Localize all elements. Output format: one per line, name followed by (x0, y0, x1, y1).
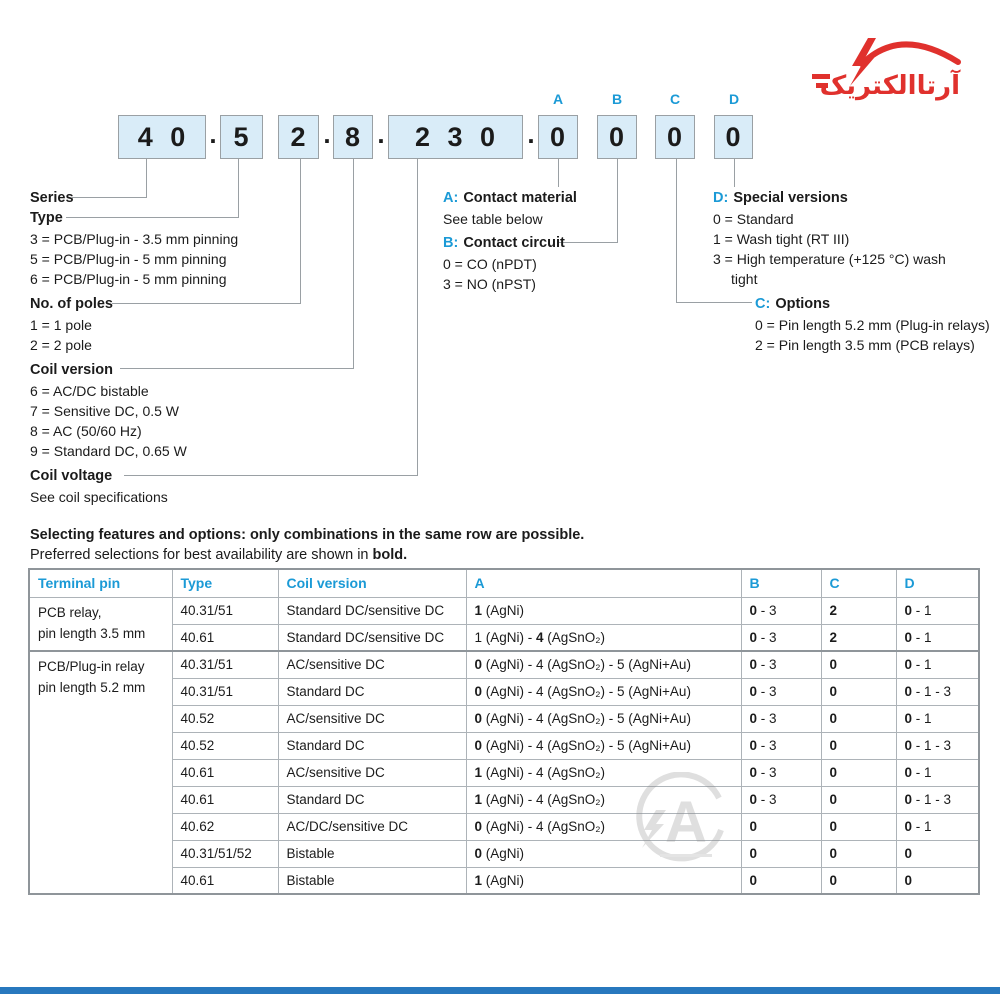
type-cell: 40.31/51 (172, 678, 278, 705)
table-row (29, 867, 979, 894)
coil-version-cell: Standard DC (278, 732, 466, 759)
section-title: C: Options (755, 296, 831, 312)
section-type (30, 208, 238, 289)
section-options (755, 294, 990, 355)
option-item: 3 = PCB/Plug-in - 3.5 mm pinning (30, 231, 239, 247)
col-header-coil-version: Coil version (278, 569, 466, 597)
coil-version-cell: AC/sensitive DC (278, 651, 466, 678)
connector-line (676, 159, 677, 302)
section-letter: B: (443, 235, 459, 251)
b-value-cell: 0 - 3 (741, 759, 821, 786)
table-row (29, 813, 979, 840)
coil-version-cell: AC/DC/sensitive DC (278, 813, 466, 840)
code-dot: . (209, 119, 217, 149)
table-header-row (29, 569, 979, 597)
option-item: tight (731, 271, 758, 287)
b-value-cell: 0 - 3 (741, 786, 821, 813)
coil-version-cell: Standard DC (278, 786, 466, 813)
section-title: Type (30, 210, 63, 226)
code-column-label-d: D (728, 91, 740, 107)
code-dot: . (377, 119, 385, 149)
c-value-cell: 0 (821, 867, 896, 894)
brand-logo-text: آرتاالکتریک (819, 70, 960, 100)
connector-line (617, 159, 618, 242)
option-item: 6 = PCB/Plug-in - 5 mm pinning (30, 271, 227, 287)
section-title: Coil version (30, 362, 113, 378)
terminal-pin-cell: PCB/Plug-in relay pin length 5.2 mm (29, 651, 172, 894)
coil-version-cell: Bistable (278, 867, 466, 894)
terminal-pin-cell: PCB relay, pin length 3.5 mm (29, 597, 172, 651)
contact-material-cell: 0 (AgNi) - 4 (AgSnO₂) (466, 813, 741, 840)
c-value-cell: 0 (821, 678, 896, 705)
d-value-cell: 0 - 1 - 3 (896, 786, 979, 813)
type-cell: 40.31/51/52 (172, 840, 278, 867)
note-line-1: Selecting features and options: only combinations in the same row are possible. (30, 527, 585, 543)
col-header-d: D (896, 569, 979, 597)
col-header-b: B (741, 569, 821, 597)
table-row (29, 678, 979, 705)
d-value-cell: 0 - 1 (896, 597, 979, 624)
c-value-cell: 2 (821, 597, 896, 624)
connector-line (558, 242, 618, 243)
contact-material-cell: 1 (AgNi) - 4 (AgSnO₂) (466, 759, 741, 786)
code-box-d: 0 (714, 115, 753, 159)
selection-notes (30, 525, 584, 565)
option-item: See coil specifications (30, 489, 168, 505)
svg-text:A: A (665, 790, 707, 855)
option-item: 3 = NO (nPST) (443, 276, 536, 292)
section-title: No. of poles (30, 296, 113, 312)
option-item: 0 = Pin length 5.2 mm (Plug-in relays) (755, 317, 990, 333)
code-box-series: 4 0 (118, 115, 206, 159)
d-value-cell: 0 - 1 (896, 705, 979, 732)
d-value-cell: 0 - 1 (896, 624, 979, 651)
code-box-coil-voltage: 2 3 0 (388, 115, 523, 159)
coil-version-cell: Bistable (278, 840, 466, 867)
coil-version-cell: AC/sensitive DC (278, 705, 466, 732)
type-cell: 40.52 (172, 705, 278, 732)
col-header-c: C (821, 569, 896, 597)
type-cell: 40.61 (172, 624, 278, 651)
b-value-cell: 0 - 3 (741, 597, 821, 624)
contact-material-cell: 0 (AgNi) - 4 (AgSnO₂) - 5 (AgNi+Au) (466, 705, 741, 732)
selection-table (28, 568, 980, 895)
watermark-lightning-icon (642, 810, 666, 848)
footer-bar (0, 987, 1000, 994)
connector-line (112, 303, 301, 304)
table-row (29, 759, 979, 786)
contact-material-cell: 0 (AgNi) (466, 840, 741, 867)
spec-table-body (29, 597, 979, 894)
c-value-cell: 0 (821, 840, 896, 867)
c-value-cell: 0 (821, 813, 896, 840)
option-item: 1 = Wash tight (RT III) (713, 231, 850, 247)
contact-material-cell: 1 (AgNi) (466, 597, 741, 624)
connector-line (417, 159, 418, 475)
type-cell: 40.61 (172, 759, 278, 786)
type-cell: 40.31/51 (172, 651, 278, 678)
table-row (29, 840, 979, 867)
section-special-versions (713, 188, 946, 289)
d-value-cell: 0 - 1 (896, 759, 979, 786)
code-column-label-c: C (669, 91, 681, 107)
contact-material-cell: 1 (AgNi) - 4 (AgSnO₂) (466, 786, 741, 813)
coil-version-cell: AC/sensitive DC (278, 759, 466, 786)
code-box-a: 0 (538, 115, 578, 159)
connector-line (124, 475, 418, 476)
section-coil-version (30, 360, 187, 461)
coil-version-cell: Standard DC/sensitive DC (278, 597, 466, 624)
col-header-terminal-pin: Terminal pin (29, 569, 172, 597)
option-item: 2 = 2 pole (30, 337, 92, 353)
table-row (29, 732, 979, 759)
b-value-cell: 0 - 3 (741, 732, 821, 759)
option-item: 6 = AC/DC bistable (30, 383, 149, 399)
code-dot: . (527, 119, 535, 149)
c-value-cell: 0 (821, 651, 896, 678)
coil-version-cell: Standard DC (278, 678, 466, 705)
b-value-cell: 0 - 3 (741, 624, 821, 651)
option-item: 2 = Pin length 3.5 mm (PCB relays) (755, 337, 975, 353)
connector-line (558, 159, 559, 187)
section-poles (30, 294, 113, 355)
contact-material-cell: 1 (AgNi) - 4 (AgSnO₂) (466, 624, 741, 651)
b-value-cell: 0 (741, 813, 821, 840)
connector-line (676, 302, 752, 303)
connector-line (300, 159, 301, 303)
type-cell: 40.52 (172, 732, 278, 759)
table-row (29, 597, 979, 624)
section-letter: D: (713, 190, 729, 206)
option-item: See table below (443, 211, 543, 227)
c-value-cell: 2 (821, 624, 896, 651)
d-value-cell: 0 - 1 (896, 813, 979, 840)
contact-material-cell: 1 (AgNi) (466, 867, 741, 894)
b-value-cell: 0 - 3 (741, 705, 821, 732)
section-title: Series (30, 190, 74, 206)
section-contact-material (443, 188, 577, 229)
code-dot: . (323, 119, 331, 149)
contact-material-cell: 0 (AgNi) - 4 (AgSnO₂) - 5 (AgNi+Au) (466, 651, 741, 678)
table-row (29, 651, 979, 678)
code-column-label-a: A (552, 91, 564, 107)
option-item: 8 = AC (50/60 Hz) (30, 423, 142, 439)
connector-line (353, 159, 354, 368)
c-value-cell: 0 (821, 786, 896, 813)
c-value-cell: 0 (821, 732, 896, 759)
section-title: Coil voltage (30, 468, 113, 484)
table-row (29, 705, 979, 732)
contact-material-cell: 0 (AgNi) - 4 (AgSnO₂) - 5 (AgNi+Au) (466, 732, 741, 759)
code-box-b: 0 (597, 115, 637, 159)
connector-line (72, 197, 147, 198)
option-item: 0 = CO (nPDT) (443, 256, 537, 272)
type-cell: 40.62 (172, 813, 278, 840)
c-value-cell: 0 (821, 705, 896, 732)
section-coil-voltage (30, 466, 168, 507)
section-series (30, 188, 74, 209)
option-item: 1 = 1 pole (30, 317, 92, 333)
table-row (29, 624, 979, 651)
brand-logo (812, 26, 962, 102)
b-value-cell: 0 (741, 840, 821, 867)
b-value-cell: 0 - 3 (741, 651, 821, 678)
connector-line (146, 159, 147, 197)
section-letter: A: (443, 190, 459, 206)
d-value-cell: 0 (896, 840, 979, 867)
section-title: D: Special versions (713, 190, 848, 206)
option-item: 5 = PCB/Plug-in - 5 mm pinning (30, 251, 227, 267)
note-line-2: Preferred selections for best availability are shown in bold. (30, 547, 408, 563)
option-item: 3 = High temperature (+125 °C) wash (713, 251, 946, 267)
logo-swoosh-arc (862, 44, 958, 64)
b-value-cell: 0 - 3 (741, 678, 821, 705)
col-header-a: A (466, 569, 741, 597)
c-value-cell: 0 (821, 759, 896, 786)
type-cell: 40.61 (172, 867, 278, 894)
coil-version-cell: Standard DC/sensitive DC (278, 624, 466, 651)
option-item: 9 = Standard DC, 0.65 W (30, 443, 187, 459)
code-box-coil-version: 8 (333, 115, 373, 159)
section-title: B: Contact circuit (443, 235, 565, 251)
code-box-poles: 2 (278, 115, 319, 159)
watermark-logo (622, 772, 744, 867)
option-item: 7 = Sensitive DC, 0.5 W (30, 403, 180, 419)
code-column-label-b: B (611, 91, 623, 107)
connector-line (734, 159, 735, 187)
d-value-cell: 0 - 1 - 3 (896, 678, 979, 705)
section-letter: C: (755, 296, 771, 312)
d-value-cell: 0 (896, 867, 979, 894)
contact-material-cell: 0 (AgNi) - 4 (AgSnO₂) - 5 (AgNi+Au) (466, 678, 741, 705)
code-box-c: 0 (655, 115, 695, 159)
section-title: A: Contact material (443, 190, 577, 206)
code-box-type: 5 (220, 115, 263, 159)
type-cell: 40.31/51 (172, 597, 278, 624)
table-row (29, 786, 979, 813)
option-item: 0 = Standard (713, 211, 794, 227)
d-value-cell: 0 - 1 - 3 (896, 732, 979, 759)
b-value-cell: 0 (741, 867, 821, 894)
type-cell: 40.61 (172, 786, 278, 813)
col-header-type: Type (172, 569, 278, 597)
d-value-cell: 0 - 1 (896, 651, 979, 678)
section-contact-circuit (443, 233, 565, 294)
